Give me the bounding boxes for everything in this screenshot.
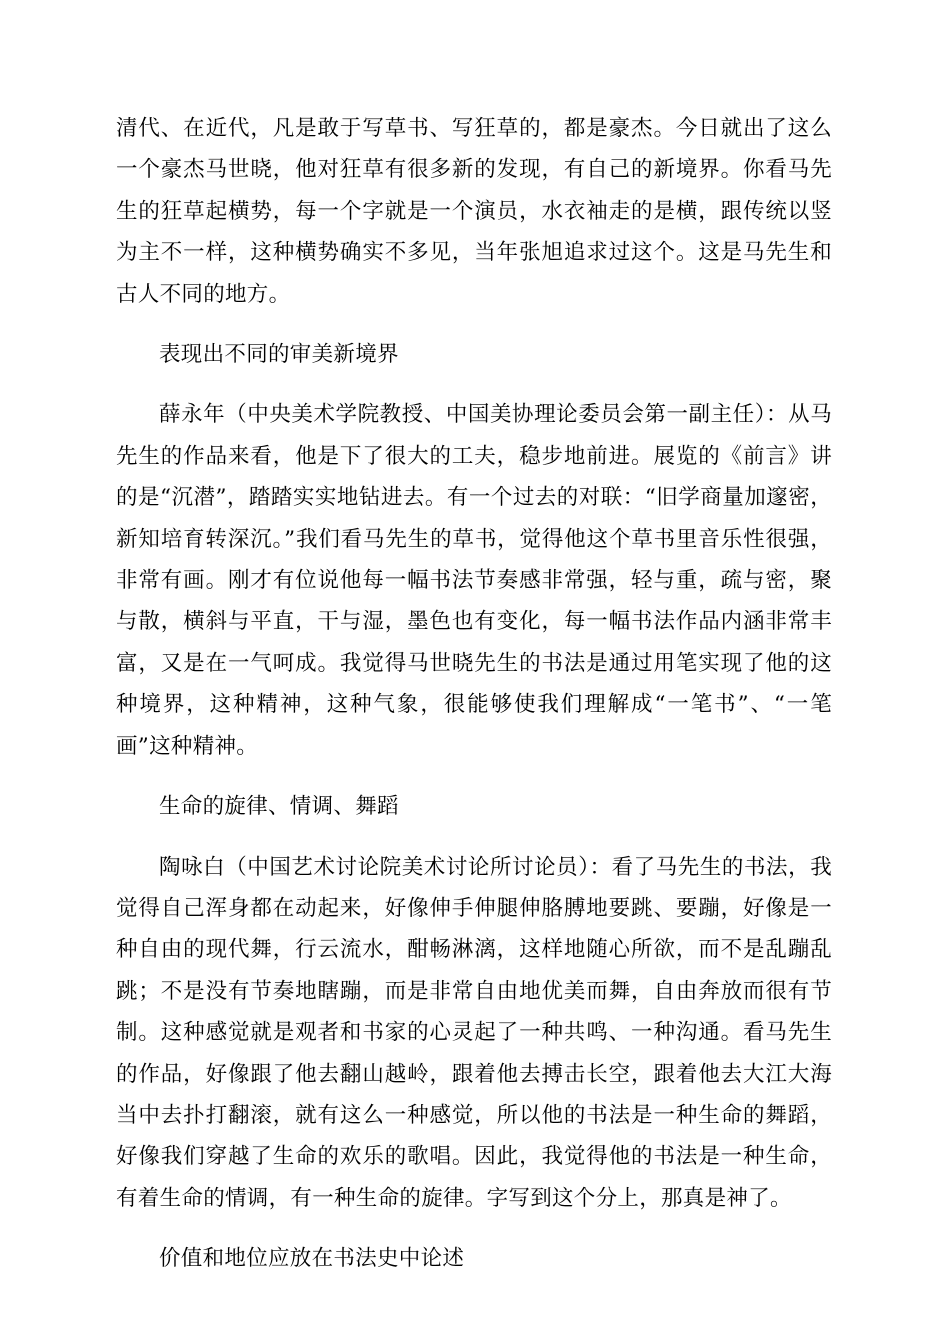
section-heading-value-position: 价值和地位应放在书法史中论述: [159, 1246, 465, 1272]
section-heading-life-rhythm: 生命的旋律、情调、舞蹈: [159, 794, 399, 820]
document-page: [116, 108, 832, 1280]
paragraph-tao-yongbai: 陶咏白（中国艺术讨论院美术讨论所讨论员）：看了马先生的书法，我觉得自己浑身都在动起来，好像伸手伸腿伸胳膊地要跳、要蹦，好像是一种自由的现代舞，行云流水，酣畅淋漓，这样地随心所欲，而不是乱蹦乱跳；不是没有节奏地瞎蹦，而是非常自由地优美而舞，自由奔放而很有节制。这种感觉就是观者和书家的心灵起了一种共鸣、一种沟通。看马先生的作品，好像跟了他去翻山越岭，跟着他去搏击长空，跟着他去大江大海当中去扑打翻滚，就有这么一种感觉，所以他的书法是一种生命的舞蹈，好像我们穿越了生命的欢乐的歌唱。因此，我觉得他的书法是一种生命，有着生命的情调，有一种生命的旋律。字写到这个分上，那真是神了。: [116, 854, 832, 1211]
paragraph-kuangcao-intro: 清代、在近代，凡是敢于写草书、写狂草的，都是豪杰。今日就出了这么一个豪杰马世晓，他对狂草有很多新的发现，有自己的新境界。你看马先生的狂草起横势，每一个字就是一个演员，水衣袖走的是横，跟传统以竖为主不一样，这种横势确实不多见，当年张旭追求过这个。这是马先生和古人不同的地方。: [116, 116, 832, 307]
paragraph-gap: [116, 315, 832, 334]
paragraph-xue-yongnian: 薛永年（中央美术学院教授、中国美协理论委员会第一副主任）：从马先生的作品来看，他是下了很大的工夫，稳步地前进。展览的《前言》讲的是“沉潜”，踏踏实实地钻进去。有一个过去的对联：“旧学商量加邃密，新知培育转深沉。”我们看马先生的草书，觉得他这个草书里音乐性很强，非常有画。刚才有位说他每一幅书法节奏感非常强，轻与重，疏与密，聚与散，横斜与平直，干与湿，墨色也有变化，每一幅书法作品内涵非常丰富，又是在一气呵成。我觉得马世晓先生的书法是通过用笔实现了他的这种境界，这种精神，这种气象，很能够使我们理解成“一笔书”、“一笔画”这种精神。: [116, 402, 832, 759]
paragraph-gap: [116, 375, 832, 394]
paragraph-gap: [116, 1219, 832, 1238]
section-heading-aesthetic: 表现出不同的审美新境界: [159, 342, 399, 368]
paragraph-gap: [116, 767, 832, 786]
paragraph-gap: [116, 828, 832, 847]
